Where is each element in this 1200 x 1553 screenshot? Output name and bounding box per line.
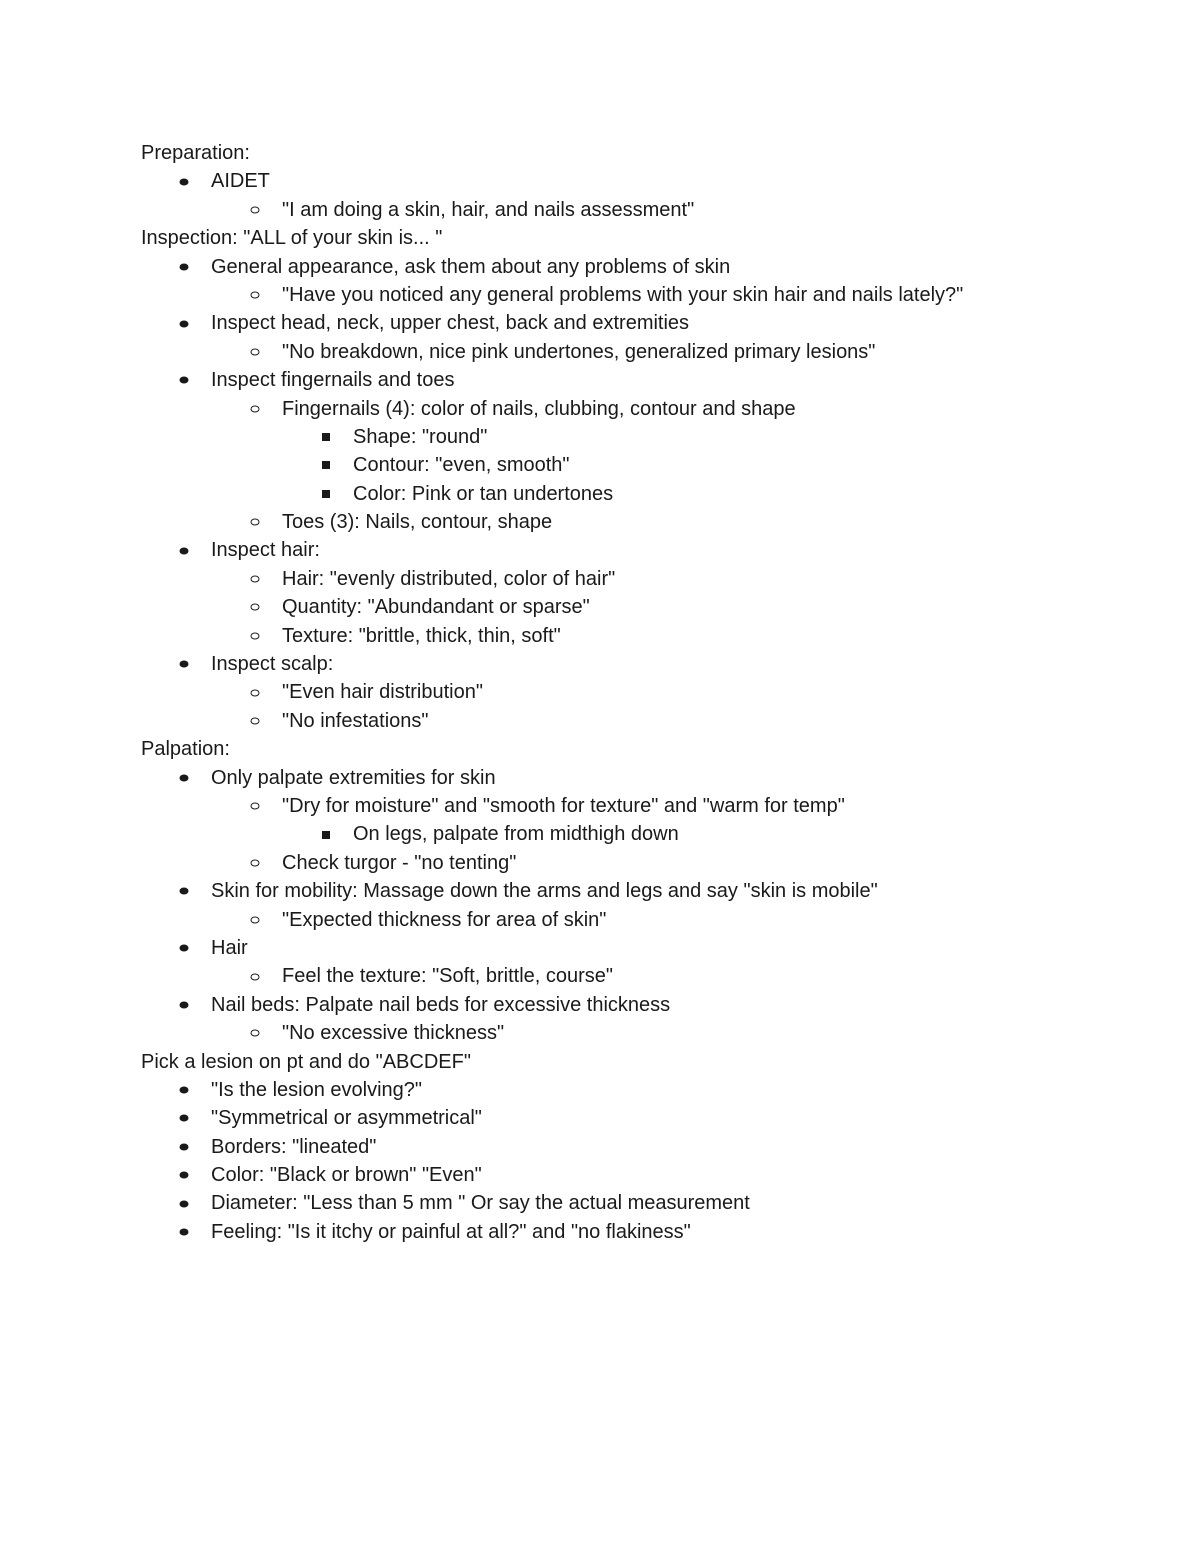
list-item	[141, 593, 1141, 621]
list-item-text: "No breakdown, nice pink undertones, generalized primary lesions"	[282, 340, 876, 363]
disc-bullet-icon	[180, 1001, 189, 1008]
list-item	[141, 395, 1141, 423]
list-item	[141, 678, 1141, 706]
disc-bullet-icon	[180, 178, 189, 185]
circle-bullet-icon	[251, 206, 260, 213]
list-item-text: AIDET	[211, 170, 270, 193]
circle-bullet-icon	[251, 916, 260, 923]
section-heading-text: Preparation:	[141, 142, 250, 164]
disc-bullet-icon	[180, 1087, 189, 1094]
list-item-text: Shape: "round"	[353, 425, 488, 448]
disc-bullet-icon	[180, 945, 189, 952]
list-item	[141, 764, 1141, 792]
circle-bullet-icon	[251, 576, 260, 583]
list-item-text: Color: "Black or brown" "Even"	[211, 1164, 482, 1187]
disc-bullet-icon	[180, 263, 189, 270]
circle-bullet-icon	[251, 1030, 260, 1037]
disc-bullet-icon	[180, 320, 189, 327]
circle-bullet-icon	[251, 519, 260, 526]
disc-bullet-icon	[180, 547, 189, 554]
square-bullet-icon	[322, 433, 330, 441]
list-item-text: Inspect hair:	[211, 539, 320, 562]
list-item-text: Only palpate extremities for skin	[211, 766, 496, 789]
list-item-text: Feel the texture: "Soft, brittle, course"	[282, 965, 614, 988]
circle-bullet-icon	[251, 405, 260, 412]
list-item-text: Quantity: "Abundandant or sparse"	[282, 596, 590, 619]
list-item-text: Toes (3): Nails, contour, shape	[282, 511, 553, 534]
list-item	[141, 622, 1141, 650]
section-heading	[141, 735, 1141, 763]
list-item	[141, 309, 1141, 337]
list-item-text: Diameter: "Less than 5 mm " Or say the actual measurement	[211, 1192, 750, 1215]
list-item-text: Check turgor - "no tenting"	[282, 851, 517, 874]
list-item-text: On legs, palpate from midthigh down	[353, 823, 679, 846]
list-item	[141, 253, 1141, 281]
square-bullet-icon	[322, 831, 330, 839]
list-item-text: Borders: "lineated"	[211, 1135, 377, 1158]
list-item-text: General appearance, ask them about any problems of skin	[211, 255, 731, 278]
list-item-text: "I am doing a skin, hair, and nails assessment"	[282, 198, 695, 221]
disc-bullet-icon	[180, 1172, 189, 1179]
list-item	[141, 906, 1141, 934]
circle-bullet-icon	[251, 718, 260, 725]
list-item	[141, 536, 1141, 564]
list-item	[141, 1019, 1141, 1047]
list-item	[141, 423, 1141, 451]
list-item	[141, 991, 1141, 1019]
list-item-text: Hair: "evenly distributed, color of hair"	[282, 567, 616, 590]
circle-bullet-icon	[251, 604, 260, 611]
list-item	[141, 565, 1141, 593]
list-item-text: Inspect head, neck, upper chest, back and extremities	[211, 312, 690, 335]
list-item	[141, 338, 1141, 366]
section-heading-text: Pick a lesion on pt and do "ABCDEF"	[141, 1050, 471, 1073]
circle-bullet-icon	[251, 859, 260, 866]
list-item	[141, 1161, 1141, 1189]
list-item	[141, 1133, 1141, 1161]
section-heading	[141, 139, 1141, 167]
document-body	[141, 139, 1141, 1246]
list-item	[141, 650, 1141, 678]
circle-bullet-icon	[251, 803, 260, 810]
list-item-text: "Have you noticed any general problems with your skin hair and nails lately?"	[282, 283, 964, 306]
disc-bullet-icon	[180, 1229, 189, 1236]
list-item	[141, 877, 1141, 905]
circle-bullet-icon	[251, 689, 260, 696]
list-item	[141, 1218, 1141, 1246]
disc-bullet-icon	[180, 774, 189, 781]
list-item-text: Feeling: "Is it itchy or painful at all?" and "no flakiness"	[211, 1220, 691, 1243]
list-item	[141, 451, 1141, 479]
section-heading	[141, 224, 1141, 252]
list-item-text: Contour: "even, smooth"	[353, 454, 570, 477]
circle-bullet-icon	[251, 348, 260, 355]
list-item-text: "No excessive thickness"	[282, 1022, 505, 1045]
list-item	[141, 1104, 1141, 1132]
section-heading-text: Inspection: "ALL of your skin is... "	[141, 227, 443, 250]
list-item	[141, 1076, 1141, 1104]
list-item	[141, 480, 1141, 508]
list-item-text: "Is the lesion evolving?"	[211, 1078, 422, 1101]
list-item	[141, 707, 1141, 735]
list-item	[141, 1189, 1141, 1217]
list-item	[141, 820, 1141, 848]
list-item-text: Skin for mobility: Massage down the arms and legs and say "skin is mobile"	[211, 880, 878, 903]
circle-bullet-icon	[251, 632, 260, 639]
list-item	[141, 167, 1141, 195]
list-item-text: Nail beds: Palpate nail beds for excessive thickness	[211, 993, 671, 1016]
section-heading-text: Palpation:	[141, 738, 230, 761]
list-item-text: Inspect fingernails and toes	[211, 369, 455, 392]
circle-bullet-icon	[251, 292, 260, 299]
list-item-text: Hair	[211, 936, 248, 959]
list-item-text: Fingernails (4): color of nails, clubbing, contour and shape	[282, 397, 796, 420]
disc-bullet-icon	[180, 377, 189, 384]
square-bullet-icon	[322, 461, 330, 469]
list-item-text: "Dry for moisture" and "smooth for texture" and "warm for temp"	[282, 794, 845, 817]
disc-bullet-icon	[180, 1143, 189, 1150]
disc-bullet-icon	[180, 661, 189, 668]
list-item	[141, 934, 1141, 962]
list-item-text: Texture: "brittle, thick, thin, soft"	[282, 624, 561, 647]
circle-bullet-icon	[251, 973, 260, 980]
list-item	[141, 792, 1141, 820]
disc-bullet-icon	[180, 1200, 189, 1207]
disc-bullet-icon	[180, 888, 189, 895]
list-item-text: Color: Pink or tan undertones	[353, 482, 614, 505]
list-item	[141, 508, 1141, 536]
square-bullet-icon	[322, 490, 330, 498]
list-item-text: "Even hair distribution"	[282, 681, 483, 704]
list-item-text: "Symmetrical or asymmetrical"	[211, 1107, 482, 1130]
list-item-text: "No infestations"	[282, 709, 429, 732]
list-item-text: Inspect scalp:	[211, 653, 334, 676]
list-item	[141, 366, 1141, 394]
list-item	[141, 281, 1141, 309]
list-item	[141, 196, 1141, 224]
section-heading	[141, 1048, 1141, 1076]
list-item	[141, 962, 1141, 990]
list-item-text: "Expected thickness for area of skin"	[282, 908, 607, 931]
disc-bullet-icon	[180, 1115, 189, 1122]
list-item	[141, 849, 1141, 877]
